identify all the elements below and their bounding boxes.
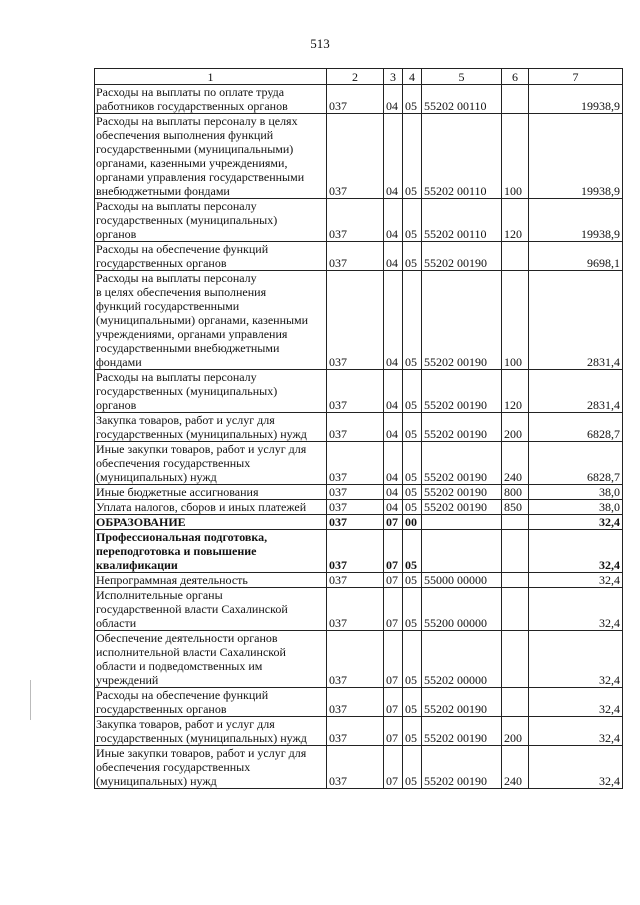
cell-expense-type xyxy=(502,515,529,530)
cell-subsection: 05 xyxy=(403,413,422,442)
cell-section: 04 xyxy=(384,199,403,242)
cell-subsection: 05 xyxy=(403,485,422,500)
table-row xyxy=(95,114,623,199)
cell-target-item: 55200 00000 xyxy=(422,588,502,631)
cell-section: 04 xyxy=(384,242,403,271)
cell-subsection: 05 xyxy=(403,242,422,271)
cell-target-item: 55202 00190 xyxy=(422,370,502,413)
table-row xyxy=(95,717,623,746)
cell-section: 07 xyxy=(384,530,403,573)
cell-ministry-code: 037 xyxy=(327,515,384,530)
cell-subsection: 05 xyxy=(403,85,422,114)
cell-amount: 32,4 xyxy=(529,688,623,717)
cell-ministry-code: 037 xyxy=(327,717,384,746)
cell-amount: 2831,4 xyxy=(529,370,623,413)
cell-target-item: 55202 00190 xyxy=(422,500,502,515)
cell-section: 04 xyxy=(384,370,403,413)
cell-subsection: 05 xyxy=(403,717,422,746)
cell-name: Расходы на выплаты персоналу в целях обеспечения выполнения функций государственными (муниципальными) органами, казенными учреждениями, органами управления государственными внебюджетными фондами xyxy=(95,271,327,370)
cell-expense-type xyxy=(502,688,529,717)
cell-target-item: 55202 00110 xyxy=(422,85,502,114)
cell-target-item: 55202 00190 xyxy=(422,271,502,370)
table-body xyxy=(95,85,623,789)
table-row xyxy=(95,413,623,442)
header-col-2: 2 xyxy=(327,69,384,85)
table-row xyxy=(95,370,623,413)
cell-amount: 19938,9 xyxy=(529,114,623,199)
table-header xyxy=(95,69,623,85)
cell-expense-type: 100 xyxy=(502,114,529,199)
table-row xyxy=(95,515,623,530)
table-row xyxy=(95,485,623,500)
cell-ministry-code: 037 xyxy=(327,746,384,789)
cell-section: 07 xyxy=(384,588,403,631)
cell-target-item xyxy=(422,515,502,530)
table-row xyxy=(95,746,623,789)
cell-amount: 32,4 xyxy=(529,631,623,688)
cell-expense-type xyxy=(502,530,529,573)
cell-amount: 32,4 xyxy=(529,530,623,573)
cell-section: 04 xyxy=(384,442,403,485)
table-row xyxy=(95,242,623,271)
cell-expense-type: 200 xyxy=(502,413,529,442)
cell-section: 07 xyxy=(384,515,403,530)
cell-ministry-code: 037 xyxy=(327,485,384,500)
table-row xyxy=(95,85,623,114)
cell-section: 04 xyxy=(384,114,403,199)
cell-subsection: 05 xyxy=(403,370,422,413)
cell-amount: 19938,9 xyxy=(529,199,623,242)
cell-section: 07 xyxy=(384,573,403,588)
table-row xyxy=(95,530,623,573)
header-col-1: 1 xyxy=(95,69,327,85)
cell-name: Расходы на выплаты персоналу государственных (муниципальных) органов xyxy=(95,199,327,242)
header-row xyxy=(95,69,623,85)
cell-target-item xyxy=(422,530,502,573)
table-row xyxy=(95,573,623,588)
cell-ministry-code: 037 xyxy=(327,242,384,271)
cell-subsection: 05 xyxy=(403,271,422,370)
cell-ministry-code: 037 xyxy=(327,114,384,199)
cell-name: Уплата налогов, сборов и иных платежей xyxy=(95,500,327,515)
table-row xyxy=(95,588,623,631)
cell-name: Непрограммная деятельность xyxy=(95,573,327,588)
cell-amount: 19938,9 xyxy=(529,85,623,114)
cell-expense-type: 120 xyxy=(502,199,529,242)
cell-subsection: 05 xyxy=(403,688,422,717)
cell-amount: 32,4 xyxy=(529,746,623,789)
cell-section: 04 xyxy=(384,485,403,500)
cell-target-item: 55202 00190 xyxy=(422,746,502,789)
cell-amount: 32,4 xyxy=(529,515,623,530)
table-row xyxy=(95,631,623,688)
cell-target-item: 55000 00000 xyxy=(422,573,502,588)
cell-section: 04 xyxy=(384,500,403,515)
table-row xyxy=(95,500,623,515)
cell-expense-type: 100 xyxy=(502,271,529,370)
header-col-7: 7 xyxy=(529,69,623,85)
header-col-3: 3 xyxy=(384,69,403,85)
cell-expense-type xyxy=(502,242,529,271)
cell-target-item: 55202 00110 xyxy=(422,199,502,242)
cell-section: 04 xyxy=(384,271,403,370)
header-col-6: 6 xyxy=(502,69,529,85)
cell-section: 07 xyxy=(384,688,403,717)
cell-section: 07 xyxy=(384,717,403,746)
cell-expense-type: 240 xyxy=(502,442,529,485)
cell-subsection: 05 xyxy=(403,199,422,242)
cell-expense-type xyxy=(502,588,529,631)
cell-target-item: 55202 00190 xyxy=(422,688,502,717)
cell-ministry-code: 037 xyxy=(327,199,384,242)
cell-subsection: 05 xyxy=(403,573,422,588)
cell-ministry-code: 037 xyxy=(327,271,384,370)
cell-name: Закупка товаров, работ и услуг для государственных (муниципальных) нужд xyxy=(95,717,327,746)
cell-ministry-code: 037 xyxy=(327,631,384,688)
cell-subsection: 00 xyxy=(403,515,422,530)
cell-subsection: 05 xyxy=(403,588,422,631)
cell-subsection: 05 xyxy=(403,530,422,573)
cell-subsection: 05 xyxy=(403,500,422,515)
budget-table xyxy=(94,68,623,789)
cell-name: Исполнительные органы государственной власти Сахалинской области xyxy=(95,588,327,631)
cell-target-item: 55202 00190 xyxy=(422,242,502,271)
cell-name: Иные закупки товаров, работ и услуг для обеспечения государственных (муниципальных) нужд xyxy=(95,442,327,485)
cell-expense-type: 850 xyxy=(502,500,529,515)
cell-expense-type xyxy=(502,573,529,588)
cell-name: Профессиональная подготовка, переподготовка и повышение квалификации xyxy=(95,530,327,573)
cell-ministry-code: 037 xyxy=(327,530,384,573)
cell-name: Иные закупки товаров, работ и услуг для обеспечения государственных (муниципальных) нужд xyxy=(95,746,327,789)
cell-target-item: 55202 00190 xyxy=(422,413,502,442)
cell-target-item: 55202 00190 xyxy=(422,717,502,746)
cell-ministry-code: 037 xyxy=(327,588,384,631)
cell-expense-type: 800 xyxy=(502,485,529,500)
cell-ministry-code: 037 xyxy=(327,85,384,114)
cell-amount: 38,0 xyxy=(529,485,623,500)
cell-ministry-code: 037 xyxy=(327,573,384,588)
cell-name: Расходы на выплаты персоналу в целях обеспечения выполнения функций государственными (муниципальными) органами, казенными учреждениями, органами управления государственными внебюджетными фондами xyxy=(95,114,327,199)
cell-target-item: 55202 00000 xyxy=(422,631,502,688)
cell-target-item: 55202 00190 xyxy=(422,485,502,500)
page-number: 513 xyxy=(310,36,330,51)
cell-amount: 32,4 xyxy=(529,573,623,588)
table-row xyxy=(95,271,623,370)
cell-name: ОБРАЗОВАНИЕ xyxy=(95,515,327,530)
cell-section: 07 xyxy=(384,631,403,688)
cell-amount: 6828,7 xyxy=(529,413,623,442)
cell-expense-type xyxy=(502,631,529,688)
cell-name: Расходы на обеспечение функций государственных органов xyxy=(95,242,327,271)
header-col-4: 4 xyxy=(403,69,422,85)
cell-subsection: 05 xyxy=(403,631,422,688)
cell-amount: 38,0 xyxy=(529,500,623,515)
cell-name: Расходы на выплаты по оплате труда работников государственных органов xyxy=(95,85,327,114)
cell-amount: 32,4 xyxy=(529,717,623,746)
cell-ministry-code: 037 xyxy=(327,370,384,413)
cell-target-item: 55202 00110 xyxy=(422,114,502,199)
cell-expense-type: 200 xyxy=(502,717,529,746)
table-row xyxy=(95,688,623,717)
cell-name: Иные бюджетные ассигнования xyxy=(95,485,327,500)
cell-amount: 2831,4 xyxy=(529,271,623,370)
cell-section: 04 xyxy=(384,413,403,442)
cell-ministry-code: 037 xyxy=(327,413,384,442)
cell-subsection: 05 xyxy=(403,114,422,199)
cell-ministry-code: 037 xyxy=(327,688,384,717)
cell-section: 04 xyxy=(384,85,403,114)
cell-expense-type xyxy=(502,85,529,114)
cell-name: Расходы на выплаты персоналу государственных (муниципальных) органов xyxy=(95,370,327,413)
cell-ministry-code: 037 xyxy=(327,500,384,515)
cell-expense-type: 240 xyxy=(502,746,529,789)
cell-ministry-code: 037 xyxy=(327,442,384,485)
margin-mark xyxy=(30,680,31,720)
cell-name: Расходы на обеспечение функций государственных органов xyxy=(95,688,327,717)
header-col-5: 5 xyxy=(422,69,502,85)
cell-target-item: 55202 00190 xyxy=(422,442,502,485)
cell-amount: 32,4 xyxy=(529,588,623,631)
cell-amount: 9698,1 xyxy=(529,242,623,271)
table-row xyxy=(95,199,623,242)
cell-section: 07 xyxy=(384,746,403,789)
cell-subsection: 05 xyxy=(403,746,422,789)
cell-expense-type: 120 xyxy=(502,370,529,413)
table-row xyxy=(95,442,623,485)
cell-name: Закупка товаров, работ и услуг для государственных (муниципальных) нужд xyxy=(95,413,327,442)
cell-subsection: 05 xyxy=(403,442,422,485)
cell-amount: 6828,7 xyxy=(529,442,623,485)
cell-name: Обеспечение деятельности органов исполнительной власти Сахалинской области и подведомственных им учреждений xyxy=(95,631,327,688)
